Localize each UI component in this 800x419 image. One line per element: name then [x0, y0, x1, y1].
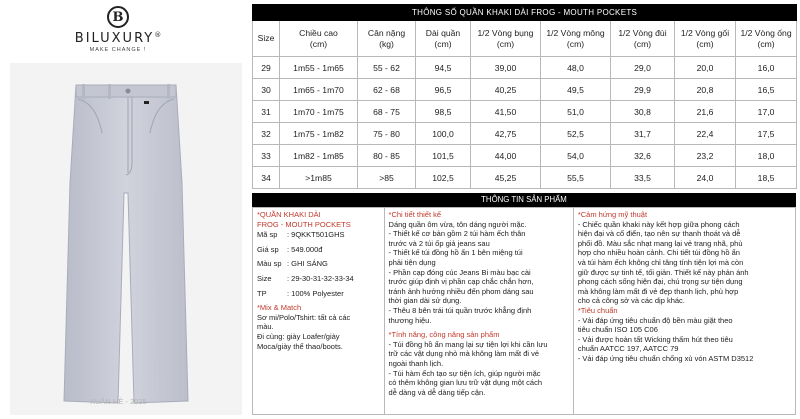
feature-list: [389, 340, 569, 398]
design-detail-line: trước và 2 túi ốp giả jeans sau: [388, 238, 490, 248]
spec-row: [257, 274, 380, 284]
design-detail-line: - Thiết kế túi đồng hồ ẩn 1 bên miệng túi: [388, 248, 523, 258]
product-info-panel: [252, 207, 796, 415]
standard-line: - Vải đáp ứng tiêu chuẩn chống xù vón ASTM D3512: [577, 353, 754, 363]
design-detail-line: thời gian dài sử dụng.: [388, 296, 462, 306]
size-chart-cell: 40,25: [471, 79, 541, 101]
size-chart-cell: 1m55 - 1m65: [280, 57, 358, 79]
size-chart-cell: 30: [253, 79, 280, 101]
size-chart-cell: 101,5: [416, 145, 471, 167]
size-chart-cell: 16,5: [736, 79, 797, 101]
size-chart-cell: 75 - 80: [358, 123, 416, 145]
feature-line: có thêm không gian lưu trữ vật dụng một cách: [388, 378, 542, 388]
size-chart-cell: 41,50: [471, 101, 541, 123]
size-chart-cell: 39,00: [471, 57, 541, 79]
size-chart-header-cell: 1/2 Vòng gối (cm): [675, 21, 736, 57]
size-chart-cell: 30,8: [611, 101, 675, 123]
inspiration-line: - Chiếc quần khaki này kết hợp giữa phong cách: [577, 219, 740, 229]
design-detail-line: thương hiệu.: [388, 315, 432, 325]
design-detail-list: [389, 220, 569, 326]
size-chart-header-cell: 1/2 Vòng bụng (cm): [471, 21, 541, 57]
size-chart-row: [253, 57, 797, 79]
size-chart-cell: 20,0: [675, 57, 736, 79]
brand-logo: [58, 6, 178, 58]
size-chart-cell: 100,0: [416, 123, 471, 145]
feature-line: - Túi hàm ếch tạo sự tiện ích, giúp người mặc: [388, 368, 541, 378]
product-summary-column: [253, 208, 385, 414]
size-chart-cell: 17,5: [736, 123, 797, 145]
mix-match-title: *Mix & Match: [257, 303, 302, 313]
inspiration-line: hợp cho nhiều hoàn cảnh. Chi tiết túi đồng hồ ẩn: [577, 248, 740, 258]
design-column: [385, 208, 574, 414]
size-chart-cell: >85: [358, 167, 416, 189]
size-chart-cell: 42,75: [471, 123, 541, 145]
feature-line: - Túi đồng hồ ẩn mang lại sự tiện lợi khi cần lưu: [388, 339, 548, 349]
size-chart-header-cell: Cân nặng (kg): [358, 21, 416, 57]
size-chart-cell: 33,5: [611, 167, 675, 189]
product-info-title: THÔNG TIN SẢN PHẨM: [252, 193, 796, 207]
size-chart-header-cell: Chiều cao (cm): [280, 21, 358, 57]
size-chart-cell: 44,00: [471, 145, 541, 167]
standard-line: chuẩn AATCC 197, AATCC 79: [577, 344, 679, 354]
design-detail-line: - Thiết kế cơ bản gồm 2 túi hàm ếch thân: [388, 229, 526, 239]
size-chart-row: [253, 79, 797, 101]
size-chart-cell: 1m82 - 1m85: [280, 145, 358, 167]
size-chart-cell: 51,0: [541, 101, 611, 123]
spec-key: TP: [257, 288, 267, 298]
design-detail-line: phải tiện dụng: [388, 257, 436, 267]
size-chart-cell: 1m75 - 1m82: [280, 123, 358, 145]
inspiration-line: và túi hàm ếch không chỉ tăng tính tiện lợi mà còn: [577, 257, 744, 267]
spec-key: Mã sp: [257, 230, 278, 240]
size-chart-cell: 24,0: [675, 167, 736, 189]
spec-row: [257, 230, 380, 240]
size-chart-cell: 68 - 75: [358, 101, 416, 123]
pants-icon: [10, 63, 242, 415]
design-detail-line: - Thêu 8 bên trái túi quần trước khẳng định: [388, 305, 532, 315]
size-chart-cell: 29,0: [611, 57, 675, 79]
size-chart-cell: 22,4: [675, 123, 736, 145]
size-chart-body: [253, 57, 797, 189]
spec-value: : 9QKKT501GHS: [287, 230, 345, 240]
standard-line: tiêu chuẩn ISO 105 C06: [577, 325, 658, 335]
size-chart-cell: 31: [253, 101, 280, 123]
inspiration-line: hiện đại và cổ điển, tạo nên sự thanh thoát và dễ: [577, 229, 741, 239]
size-chart-header-cell: 1/2 Vòng ống (cm): [736, 21, 797, 57]
size-chart-header-row: [253, 21, 797, 57]
size-chart-cell: 54,0: [541, 145, 611, 167]
spec-row: [257, 289, 380, 299]
spec-value: : GHI SÁNG: [287, 259, 328, 269]
product-photo: [10, 63, 242, 415]
size-chart-header-cell: Dài quần (cm): [416, 21, 471, 57]
size-chart-cell: 45,25: [471, 167, 541, 189]
inspiration-line: cho cả công sở và các dịp khác.: [577, 296, 685, 306]
size-chart-cell: 29,9: [611, 79, 675, 101]
feature-line: trữ các vật dụng nhỏ mà không làm mất đi vẻ: [388, 349, 540, 359]
size-chart-cell: >1m85: [280, 167, 358, 189]
size-chart-cell: 31,7: [611, 123, 675, 145]
size-chart-cell: 32,6: [611, 145, 675, 167]
size-chart-cell: 62 - 68: [358, 79, 416, 101]
product-name-line-1: *QUẦN KHAKI DÀI: [257, 210, 321, 219]
feature-title: *Tính năng, công năng sản phẩm: [388, 330, 500, 340]
size-chart-cell: 55 - 62: [358, 57, 416, 79]
spec-key: Size: [257, 273, 272, 283]
standard-line: - Vải được hoàn tất Wicking thấm hút theo tiêu: [577, 334, 733, 344]
standard-title: *Tiêu chuẩn: [577, 305, 618, 315]
size-chart-cell: 48,0: [541, 57, 611, 79]
standard-list: [578, 316, 791, 364]
design-detail-line: trước giúp định vị phần cạp chắc chắn hơn,: [388, 277, 534, 287]
size-chart-cell: 20,8: [675, 79, 736, 101]
size-chart-cell: 23,2: [675, 145, 736, 167]
size-chart-cell: 17,0: [736, 101, 797, 123]
size-chart-cell: 18,5: [736, 167, 797, 189]
inspiration-line: mà không làm mất đi vẻ đẹp thanh lịch, phù hợp: [577, 286, 739, 296]
size-chart-title: THÔNG SỐ QUẦN KHAKI DÀI FROG - MOUTH POCKETS: [253, 5, 797, 21]
size-chart-cell: 80 - 85: [358, 145, 416, 167]
size-chart-cell: 55,5: [541, 167, 611, 189]
mix-match-list: [257, 313, 380, 351]
size-chart-row: [253, 123, 797, 145]
size-chart-header-cell: 1/2 Vòng đùi (cm): [611, 21, 675, 57]
spec-list: [257, 230, 380, 298]
size-chart-cell: 102,5: [416, 167, 471, 189]
spec-value: : 100% Polyester: [287, 288, 344, 298]
size-chart-table: [252, 4, 797, 189]
mix-match-line: Moca/giày thể thao/boots.: [257, 341, 343, 351]
size-chart-cell: 16,0: [736, 57, 797, 79]
brand-tagline: MAKE CHANGE !: [89, 47, 147, 53]
design-detail-line: - Phần cạp đóng cúc Jeans Bi màu bạc cài: [388, 267, 531, 277]
size-chart-cell: 52,5: [541, 123, 611, 145]
size-chart-cell: 33: [253, 145, 280, 167]
design-detail-line: Dáng quần ôm vừa, tôn dáng người mặc.: [388, 219, 527, 229]
size-chart-header-cell: 1/2 Vòng mông (cm): [541, 21, 611, 57]
size-chart-cell: 94,5: [416, 57, 471, 79]
spec-value: : 549.000đ: [287, 244, 323, 254]
size-chart-cell: 98,5: [416, 101, 471, 123]
mix-match-line: Sơ mi/Polo/Tshirt: tất cả các: [257, 312, 351, 322]
inspiration-line: phối đồ. Màu sắc nhạt mang lại vẻ trang nhã, phù: [577, 238, 743, 248]
size-chart-header-cell: Size: [253, 21, 280, 57]
inspiration-title: *Cảm hứng mỹ thuật: [577, 210, 648, 219]
design-detail-line: tránh ảnh hưởng nhiều đến phom dáng sau: [388, 286, 534, 296]
size-chart-cell: 32: [253, 123, 280, 145]
feature-line: dễ dàng và dễ dàng tiếp cận.: [388, 387, 486, 397]
size-chart-row: [253, 145, 797, 167]
size-chart-cell: 1m65 - 1m70: [280, 79, 358, 101]
season-label: XUÂN HÈ - 2025: [90, 397, 147, 406]
size-chart-row: [253, 167, 797, 189]
size-chart-cell: 1m70 - 1m75: [280, 101, 358, 123]
spec-value: : 29-30-31-32-33-34: [287, 273, 354, 283]
size-chart-cell: 18,0: [736, 145, 797, 167]
mix-match-line: Đi cùng: giày Loafer/giày: [257, 331, 340, 341]
product-name-line-2: FROG - MOUTH POCKETS: [257, 219, 351, 229]
spec-key: Giá sp: [257, 244, 279, 254]
spec-row: [257, 245, 380, 255]
inspiration-list: [578, 220, 791, 306]
spec-key: Màu sp: [257, 259, 282, 269]
mix-match-line: màu.: [257, 322, 274, 332]
size-chart-cell: 96,5: [416, 79, 471, 101]
size-chart-cell: 29: [253, 57, 280, 79]
spec-row: [257, 259, 380, 269]
size-chart-row: [253, 101, 797, 123]
design-title: *Chi tiết thiết kế: [388, 210, 442, 219]
inspiration-column: [574, 208, 795, 414]
inspiration-line: giữ được sự tinh tế, tối giản. Thiết kế này phản ánh: [577, 267, 749, 277]
standard-line: - Vải đáp ứng tiêu chuẩn độ bền màu giặt theo: [577, 315, 733, 325]
inspiration-line: phong cách sống hiện đại, chú trọng sự tiện dụng: [577, 277, 743, 287]
feature-line: ngoài thanh lịch.: [388, 358, 444, 368]
brand-name: BILUXURY: [74, 31, 155, 46]
size-chart-cell: 21,6: [675, 101, 736, 123]
size-chart-cell: 34: [253, 167, 280, 189]
logo-mark: B: [107, 6, 129, 28]
registered-mark: ®: [154, 31, 162, 39]
size-chart-cell: 49,5: [541, 79, 611, 101]
